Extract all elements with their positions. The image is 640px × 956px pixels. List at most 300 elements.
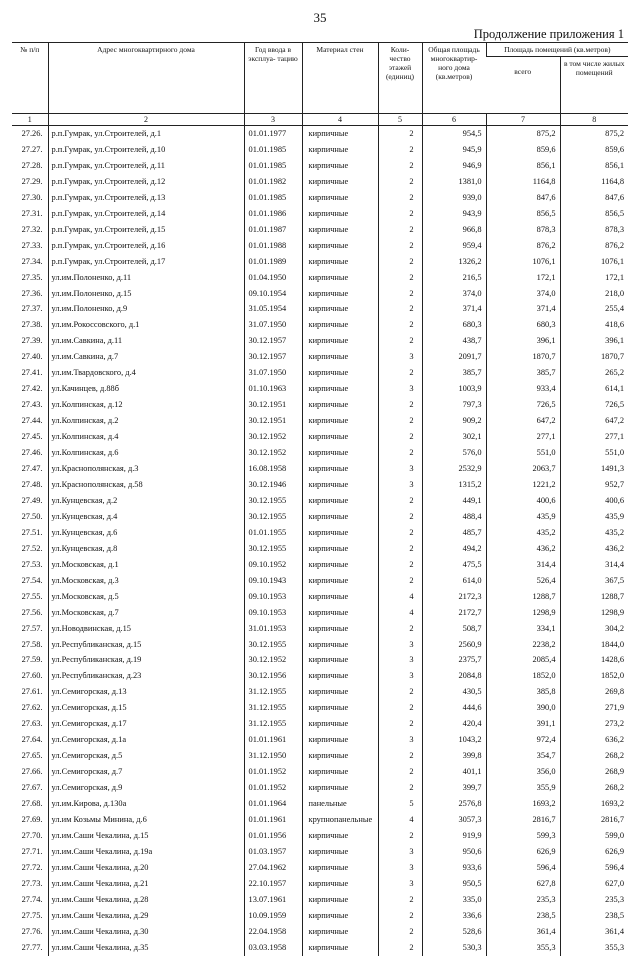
area-total-cell: 878,3 — [486, 222, 560, 238]
floors-cell: 3 — [378, 381, 422, 397]
address-cell: ул.Республиканская, д.23 — [48, 668, 244, 684]
area-living-cell: 726,5 — [560, 397, 628, 413]
floors-cell: 3 — [378, 652, 422, 668]
floors-cell: 3 — [378, 876, 422, 892]
floors-cell: 2 — [378, 493, 422, 509]
floors-cell: 2 — [378, 684, 422, 700]
area-living-cell: 1693,2 — [560, 796, 628, 812]
row-number: 27.52. — [21, 543, 43, 553]
area-living-cell: 235,3 — [560, 892, 628, 908]
row-number: 27.32. — [21, 224, 43, 234]
total-area-cell: 2172,7 — [422, 605, 486, 621]
table-row — [12, 301, 628, 317]
total-area-cell: 1003,9 — [422, 381, 486, 397]
material-cell: кирпичные — [302, 589, 378, 605]
table-row — [12, 270, 628, 286]
material-cell: кирпичные — [302, 892, 378, 908]
floors-cell: 2 — [378, 716, 422, 732]
floors-cell: 2 — [378, 158, 422, 174]
year-cell: 16.08.1958 — [244, 461, 302, 477]
row-number: 27.56. — [21, 607, 43, 617]
material-cell: кирпичные — [302, 908, 378, 924]
address-cell: ул.Семигорская, д.1а — [48, 732, 244, 748]
table-row — [12, 158, 628, 174]
year-cell: 31.05.1954 — [244, 301, 302, 317]
area-total-cell: 436,2 — [486, 541, 560, 557]
header-area-group: Площадь помещений (кв.метров) — [486, 43, 628, 57]
year-cell: 27.04.1962 — [244, 860, 302, 876]
year-cell: 13.07.1961 — [244, 892, 302, 908]
area-total-cell: 385,8 — [486, 684, 560, 700]
total-area-cell: 399,7 — [422, 780, 486, 796]
total-area-cell: 2375,7 — [422, 652, 486, 668]
address-cell: р.п.Гумрак, ул.Строителей, д.16 — [48, 238, 244, 254]
material-cell: кирпичные — [302, 860, 378, 876]
area-living-cell: 1288,7 — [560, 589, 628, 605]
floors-cell: 2 — [378, 573, 422, 589]
floors-cell: 2 — [378, 142, 422, 158]
area-living-cell: 1852,0 — [560, 668, 628, 684]
material-cell: кирпичные — [302, 748, 378, 764]
total-area-cell: 374,0 — [422, 286, 486, 302]
year-cell: 30.12.1952 — [244, 445, 302, 461]
floors-cell: 2 — [378, 317, 422, 333]
row-number: 27.72. — [21, 862, 43, 872]
total-area-cell: 954,5 — [422, 126, 486, 142]
row-number: 27.53. — [21, 559, 43, 569]
total-area-cell: 530,3 — [422, 940, 486, 956]
floors-cell: 3 — [378, 349, 422, 365]
table-row — [12, 908, 628, 924]
row-number: 27.74. — [21, 894, 43, 904]
floors-cell: 2 — [378, 429, 422, 445]
year-cell: 30.12.1946 — [244, 477, 302, 493]
total-area-cell: 950,6 — [422, 844, 486, 860]
row-number: 27.49. — [21, 495, 43, 505]
row-number: 27.70. — [21, 830, 43, 840]
year-cell: 31.12.1955 — [244, 700, 302, 716]
area-total-cell: 1693,2 — [486, 796, 560, 812]
year-cell: 01.01.1985 — [244, 158, 302, 174]
table-row — [12, 126, 628, 142]
table-row — [12, 605, 628, 621]
material-cell: кирпичные — [302, 573, 378, 589]
address-cell: ул.Семигорская, д.5 — [48, 748, 244, 764]
year-cell: 30.12.1952 — [244, 652, 302, 668]
table-row — [12, 365, 628, 381]
floors-cell: 2 — [378, 748, 422, 764]
table-row — [12, 333, 628, 349]
area-living-cell: 271,9 — [560, 700, 628, 716]
row-number: 27.38. — [21, 320, 43, 330]
area-total-cell: 400,6 — [486, 493, 560, 509]
year-cell: 30.12.1957 — [244, 349, 302, 365]
header-floors: Коли- чество этажей (единиц) — [378, 43, 422, 114]
area-total-cell: 596,4 — [486, 860, 560, 876]
address-cell: ул.им.Савкина, д.7 — [48, 349, 244, 365]
row-number: 27.65. — [21, 751, 43, 761]
total-area-cell: 680,3 — [422, 317, 486, 333]
year-cell: 30.12.1955 — [244, 541, 302, 557]
area-total-cell: 1852,0 — [486, 668, 560, 684]
page-number: 35 — [313, 10, 327, 25]
total-area-cell: 959,4 — [422, 238, 486, 254]
header-total-area: Общая площадь многоквартир- ного дома (кв.метров) — [422, 43, 486, 114]
row-number: 27.29. — [21, 176, 43, 186]
area-total-cell: 374,0 — [486, 286, 560, 302]
floors-cell: 3 — [378, 844, 422, 860]
address-cell: ул.Колпинская, д.6 — [48, 445, 244, 461]
address-cell: ул.Республиканская, д.19 — [48, 652, 244, 668]
year-cell: 30.12.1955 — [244, 509, 302, 525]
row-number: 27.34. — [21, 256, 43, 266]
year-cell: 30.12.1951 — [244, 397, 302, 413]
table-row — [12, 142, 628, 158]
column-number: 1 — [12, 114, 48, 126]
floors-cell: 2 — [378, 700, 422, 716]
floors-cell: 5 — [378, 796, 422, 812]
area-living-cell: 1076,1 — [560, 254, 628, 270]
area-total-cell: 856,1 — [486, 158, 560, 174]
year-cell: 01.01.1985 — [244, 142, 302, 158]
total-area-cell: 528,6 — [422, 924, 486, 940]
table-row — [12, 317, 628, 333]
address-cell: ул.Московская, д.1 — [48, 557, 244, 573]
year-cell: 01.01.1964 — [244, 796, 302, 812]
area-total-cell: 2063,7 — [486, 461, 560, 477]
row-number: 27.45. — [21, 432, 43, 442]
table-row — [12, 892, 628, 908]
area-living-cell: 636,2 — [560, 732, 628, 748]
material-cell: кирпичные — [302, 413, 378, 429]
area-total-cell: 391,1 — [486, 716, 560, 732]
floors-cell: 2 — [378, 764, 422, 780]
total-area-cell: 2560,9 — [422, 637, 486, 653]
area-total-cell: 2238,2 — [486, 637, 560, 653]
floors-cell: 3 — [378, 860, 422, 876]
area-living-cell: 952,7 — [560, 477, 628, 493]
area-total-cell: 856,5 — [486, 206, 560, 222]
address-cell: ул.им.Саши Чекалина, д.20 — [48, 860, 244, 876]
material-cell: кирпичные — [302, 206, 378, 222]
table-row — [12, 541, 628, 557]
table-row — [12, 525, 628, 541]
table-row — [12, 573, 628, 589]
address-cell: ул.им.Саши Чекалина, д.21 — [48, 876, 244, 892]
floors-cell: 2 — [378, 445, 422, 461]
row-number: 27.62. — [21, 703, 43, 713]
area-living-cell: 1298,9 — [560, 605, 628, 621]
table-row — [12, 812, 628, 828]
table-row — [12, 461, 628, 477]
total-area-cell: 945,9 — [422, 142, 486, 158]
year-cell: 01.01.1982 — [244, 174, 302, 190]
material-cell: кирпичные — [302, 254, 378, 270]
area-total-cell: 875,2 — [486, 126, 560, 142]
material-cell: кирпичные — [302, 174, 378, 190]
address-cell: ул.Московская, д.3 — [48, 573, 244, 589]
total-area-cell: 438,7 — [422, 333, 486, 349]
row-number: 27.26. — [21, 129, 43, 138]
row-number: 27.44. — [21, 416, 43, 426]
material-cell: кирпичные — [302, 668, 378, 684]
address-cell: ул.Кунцевская, д.6 — [48, 525, 244, 541]
area-living-cell: 314,4 — [560, 557, 628, 573]
table-row — [12, 828, 628, 844]
address-cell: р.п.Гумрак, ул.Строителей, д.13 — [48, 190, 244, 206]
table-row — [12, 924, 628, 940]
total-area-cell: 371,4 — [422, 301, 486, 317]
year-cell: 09.10.1953 — [244, 605, 302, 621]
area-total-cell: 551,0 — [486, 445, 560, 461]
address-cell: ул.им.Савкина, д.11 — [48, 333, 244, 349]
material-cell: кирпичные — [302, 605, 378, 621]
column-number-row — [12, 114, 628, 126]
material-cell: кирпичные — [302, 461, 378, 477]
area-living-cell: 435,2 — [560, 525, 628, 541]
address-cell: ул.Колпинская, д.4 — [48, 429, 244, 445]
year-cell: 01.01.1955 — [244, 525, 302, 541]
total-area-cell: 2576,8 — [422, 796, 486, 812]
total-area-cell: 336,6 — [422, 908, 486, 924]
total-area-cell: 216,5 — [422, 270, 486, 286]
area-living-cell: 418,6 — [560, 317, 628, 333]
row-number: 27.77. — [21, 942, 43, 952]
area-living-cell: 265,2 — [560, 365, 628, 381]
area-living-cell: 367,5 — [560, 573, 628, 589]
appendix-title: Продолжение приложения 1 — [473, 27, 624, 41]
year-cell: 01.01.1961 — [244, 812, 302, 828]
material-cell: кирпичные — [302, 477, 378, 493]
material-cell: кирпичные — [302, 493, 378, 509]
year-cell: 22.04.1958 — [244, 924, 302, 940]
row-number: 27.58. — [21, 639, 43, 649]
table-row — [12, 844, 628, 860]
address-cell: ул.Новодвинская, д.15 — [48, 621, 244, 637]
area-total-cell: 1288,7 — [486, 589, 560, 605]
area-total-cell: 235,3 — [486, 892, 560, 908]
material-cell: кирпичные — [302, 158, 378, 174]
floors-cell: 3 — [378, 668, 422, 684]
area-living-cell: 875,2 — [560, 126, 628, 142]
address-cell: ул.Семигорская, д.15 — [48, 700, 244, 716]
total-area-cell: 939,0 — [422, 190, 486, 206]
area-total-cell: 680,3 — [486, 317, 560, 333]
row-number: 27.30. — [21, 192, 43, 202]
area-total-cell: 2085,4 — [486, 652, 560, 668]
address-cell: ул.Колпинская, д.2 — [48, 413, 244, 429]
year-cell: 01.01.1989 — [244, 254, 302, 270]
address-cell: ул.Кунцевская, д.8 — [48, 541, 244, 557]
total-area-cell: 1381,0 — [422, 174, 486, 190]
floors-cell: 2 — [378, 238, 422, 254]
address-cell: р.п.Гумрак, ул.Строителей, д.1 — [48, 126, 244, 142]
address-cell: р.п.Гумрак, ул.Строителей, д.12 — [48, 174, 244, 190]
row-number: 27.28. — [21, 160, 43, 170]
header-area-total: всего — [514, 67, 532, 77]
floors-cell: 2 — [378, 621, 422, 637]
area-living-cell: 847,6 — [560, 190, 628, 206]
area-living-cell: 1844,0 — [560, 637, 628, 653]
floors-cell: 2 — [378, 254, 422, 270]
material-cell: кирпичные — [302, 876, 378, 892]
table-row — [12, 445, 628, 461]
area-total-cell: 371,4 — [486, 301, 560, 317]
material-cell: кирпичные — [302, 764, 378, 780]
year-cell: 31.07.1950 — [244, 317, 302, 333]
material-cell: кирпичные — [302, 924, 378, 940]
area-living-cell: 599,0 — [560, 828, 628, 844]
row-number: 27.46. — [21, 448, 43, 458]
area-living-cell: 1870,7 — [560, 349, 628, 365]
area-total-cell: 847,6 — [486, 190, 560, 206]
area-total-cell: 626,9 — [486, 844, 560, 860]
row-number: 27.66. — [21, 767, 43, 777]
address-cell: ул.Качинцев, д.88б — [48, 381, 244, 397]
floors-cell: 3 — [378, 637, 422, 653]
material-cell: кирпичные — [302, 525, 378, 541]
row-number: 27.41. — [21, 368, 43, 378]
area-living-cell: 435,9 — [560, 509, 628, 525]
row-number: 27.64. — [21, 735, 43, 745]
area-total-cell: 435,2 — [486, 525, 560, 541]
year-cell: 30.12.1951 — [244, 413, 302, 429]
table-row — [12, 684, 628, 700]
total-area-cell: 401,1 — [422, 764, 486, 780]
area-living-cell: 277,1 — [560, 429, 628, 445]
area-total-cell: 385,7 — [486, 365, 560, 381]
area-living-cell: 269,8 — [560, 684, 628, 700]
area-living-cell: 400,6 — [560, 493, 628, 509]
total-area-cell: 420,4 — [422, 716, 486, 732]
row-number: 27.35. — [21, 272, 43, 282]
area-total-cell: 526,4 — [486, 573, 560, 589]
material-cell: кирпичные — [302, 652, 378, 668]
area-total-cell: 314,4 — [486, 557, 560, 573]
area-total-cell: 1076,1 — [486, 254, 560, 270]
area-total-cell: 1870,7 — [486, 349, 560, 365]
address-cell: ул.Республиканская, д.15 — [48, 637, 244, 653]
year-cell: 09.10.1943 — [244, 573, 302, 589]
area-living-cell: 268,2 — [560, 780, 628, 796]
total-area-cell: 614,0 — [422, 573, 486, 589]
floors-cell: 2 — [378, 301, 422, 317]
total-area-cell: 943,9 — [422, 206, 486, 222]
area-living-cell: 238,5 — [560, 908, 628, 924]
area-living-cell: 856,5 — [560, 206, 628, 222]
material-cell: кирпичные — [302, 381, 378, 397]
area-total-cell: 334,1 — [486, 621, 560, 637]
column-number: 5 — [378, 114, 422, 126]
year-cell: 01.03.1957 — [244, 844, 302, 860]
area-living-cell: 1164,8 — [560, 174, 628, 190]
floors-cell: 2 — [378, 397, 422, 413]
total-area-cell: 2172,3 — [422, 589, 486, 605]
area-total-cell: 172,1 — [486, 270, 560, 286]
row-number: 27.39. — [21, 336, 43, 346]
material-cell: кирпичные — [302, 429, 378, 445]
area-total-cell: 1164,8 — [486, 174, 560, 190]
table-row — [12, 509, 628, 525]
header-wall-material: Материал стен — [302, 43, 378, 114]
total-area-cell: 475,5 — [422, 557, 486, 573]
area-total-cell: 435,9 — [486, 509, 560, 525]
floors-cell: 2 — [378, 908, 422, 924]
material-cell: кирпичные — [302, 700, 378, 716]
total-area-cell: 966,8 — [422, 222, 486, 238]
material-cell: кирпичные — [302, 301, 378, 317]
table-row — [12, 397, 628, 413]
floors-cell: 2 — [378, 126, 422, 142]
year-cell: 01.01.1987 — [244, 222, 302, 238]
row-number: 27.51. — [21, 527, 43, 537]
area-living-cell: 647,2 — [560, 413, 628, 429]
floors-cell: 3 — [378, 732, 422, 748]
material-cell: кирпичные — [302, 684, 378, 700]
material-cell: кирпичные — [302, 844, 378, 860]
area-living-cell: 856,1 — [560, 158, 628, 174]
row-number: 27.47. — [21, 464, 43, 474]
address-cell: р.п.Гумрак, ул.Строителей, д.10 — [48, 142, 244, 158]
area-total-cell: 627,8 — [486, 876, 560, 892]
floors-cell: 2 — [378, 541, 422, 557]
column-number: 3 — [244, 114, 302, 126]
address-cell: р.п.Гумрак, ул.Строителей, д.15 — [48, 222, 244, 238]
area-living-cell: 614,1 — [560, 381, 628, 397]
row-number: 27.73. — [21, 878, 43, 888]
table-row — [12, 286, 628, 302]
area-living-cell: 859,6 — [560, 142, 628, 158]
row-number: 27.59. — [21, 655, 43, 665]
total-area-cell: 1315,2 — [422, 477, 486, 493]
total-area-cell: 919,9 — [422, 828, 486, 844]
table-row — [12, 222, 628, 238]
total-area-cell: 3057,3 — [422, 812, 486, 828]
total-area-cell: 508,7 — [422, 621, 486, 637]
total-area-cell: 488,4 — [422, 509, 486, 525]
material-cell: кирпичные — [302, 621, 378, 637]
table-row — [12, 493, 628, 509]
material-cell: кирпичные — [302, 270, 378, 286]
row-number: 27.61. — [21, 687, 43, 697]
material-cell: кирпичные — [302, 716, 378, 732]
year-cell: 31.12.1955 — [244, 684, 302, 700]
housing-table — [12, 42, 628, 956]
header-address: Адрес многоквартирного дома — [48, 43, 244, 114]
address-cell: ул.им.Саши Чекалина, д.28 — [48, 892, 244, 908]
total-area-cell: 576,0 — [422, 445, 486, 461]
table-row — [12, 381, 628, 397]
table-row — [12, 796, 628, 812]
material-cell: кирпичные — [302, 780, 378, 796]
header-number: № п/п — [12, 43, 48, 114]
table-row — [12, 429, 628, 445]
total-area-cell: 797,3 — [422, 397, 486, 413]
table-row — [12, 621, 628, 637]
area-living-cell: 436,2 — [560, 541, 628, 557]
floors-cell: 2 — [378, 365, 422, 381]
address-cell: ул.Краснополянская, д.58 — [48, 477, 244, 493]
address-cell: ул.им.Кирова, д.130а — [48, 796, 244, 812]
year-cell: 09.10.1952 — [244, 557, 302, 573]
floors-cell: 2 — [378, 828, 422, 844]
floors-cell: 2 — [378, 780, 422, 796]
year-cell: 01.01.1986 — [244, 206, 302, 222]
area-living-cell: 627,0 — [560, 876, 628, 892]
total-area-cell: 2084,8 — [422, 668, 486, 684]
table-row — [12, 190, 628, 206]
area-total-cell: 2816,7 — [486, 812, 560, 828]
